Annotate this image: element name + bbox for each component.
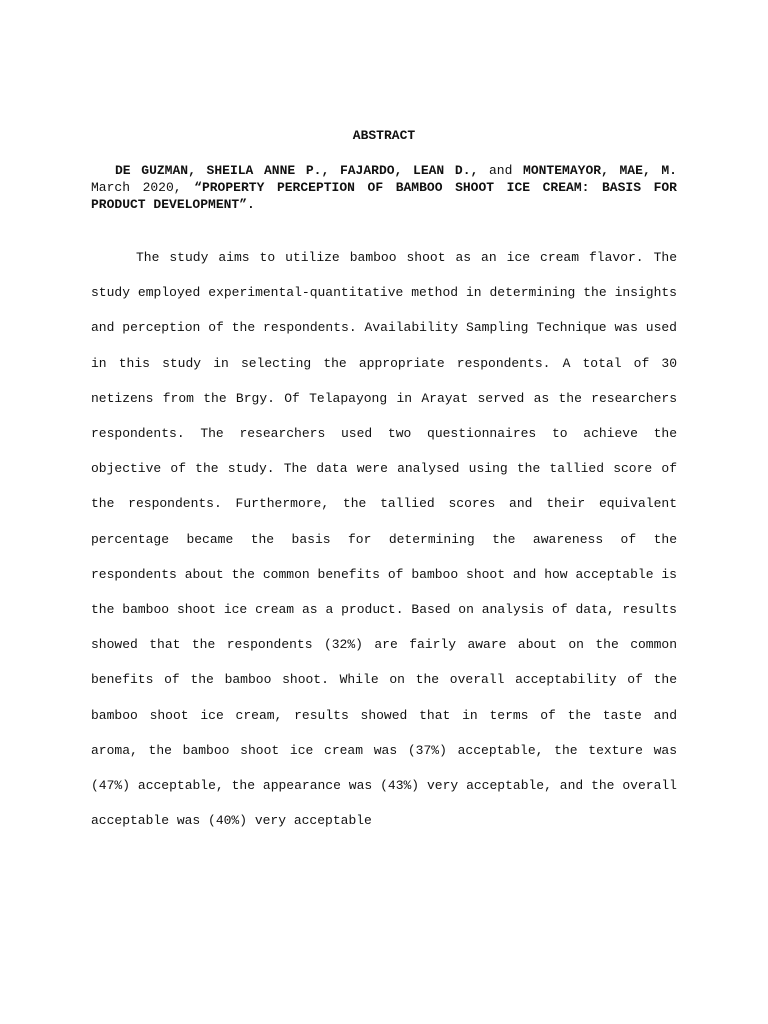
document-page xyxy=(91,0,677,1024)
abstract-body: The study aims to utilize bamboo shoot as an ice cream flavor. The study employed experimental-quantitative method in determining the insights and perception of the respondents. Availability Sampling Technique was used in this study in selecting the appropriate respondents. A total of 30 netizens from the Brgy. Of Telapayong in Arayat served as the researchers respondents. The researchers used two questionnaires to achieve the objective of the study. The data were analysed using the tallied score of the respondents. Furthermore, the tallied scores and their equivalent percentage became the basis for determining the awareness of the respondents about the common benefits of bamboo shoot and how acceptable is the bamboo shoot ice cream as a product. Based on analysis of data, results showed that the respondents (32%) are fairly aware about on the common benefits of the bamboo shoot. While on the overall acceptability of the bamboo shoot ice cream, results showed that in terms of the taste and aroma, the bamboo shoot ice cream was (37%) acceptable, the texture was (47%) acceptable, the appearance was (43%) very acceptable, and the overall acceptable was (40%) very acceptable xyxy=(91,250,677,829)
citation-authors-second: MONTEMAYOR, MAE, M. xyxy=(523,163,677,178)
citation-authors-first: DE GUZMAN, SHEILA ANNE P., FAJARDO, LEAN D., xyxy=(115,163,479,178)
citation-date: March 2020, xyxy=(91,180,195,195)
abstract-heading: ABSTRACT xyxy=(352,128,416,143)
citation-and: and xyxy=(478,163,524,178)
citation-title: “PROPERTY PERCEPTION OF BAMBOO SHOOT ICE CREAM: BASIS FOR PRODUCT DEVELOPMENT”. xyxy=(91,180,677,212)
citation xyxy=(91,162,677,213)
